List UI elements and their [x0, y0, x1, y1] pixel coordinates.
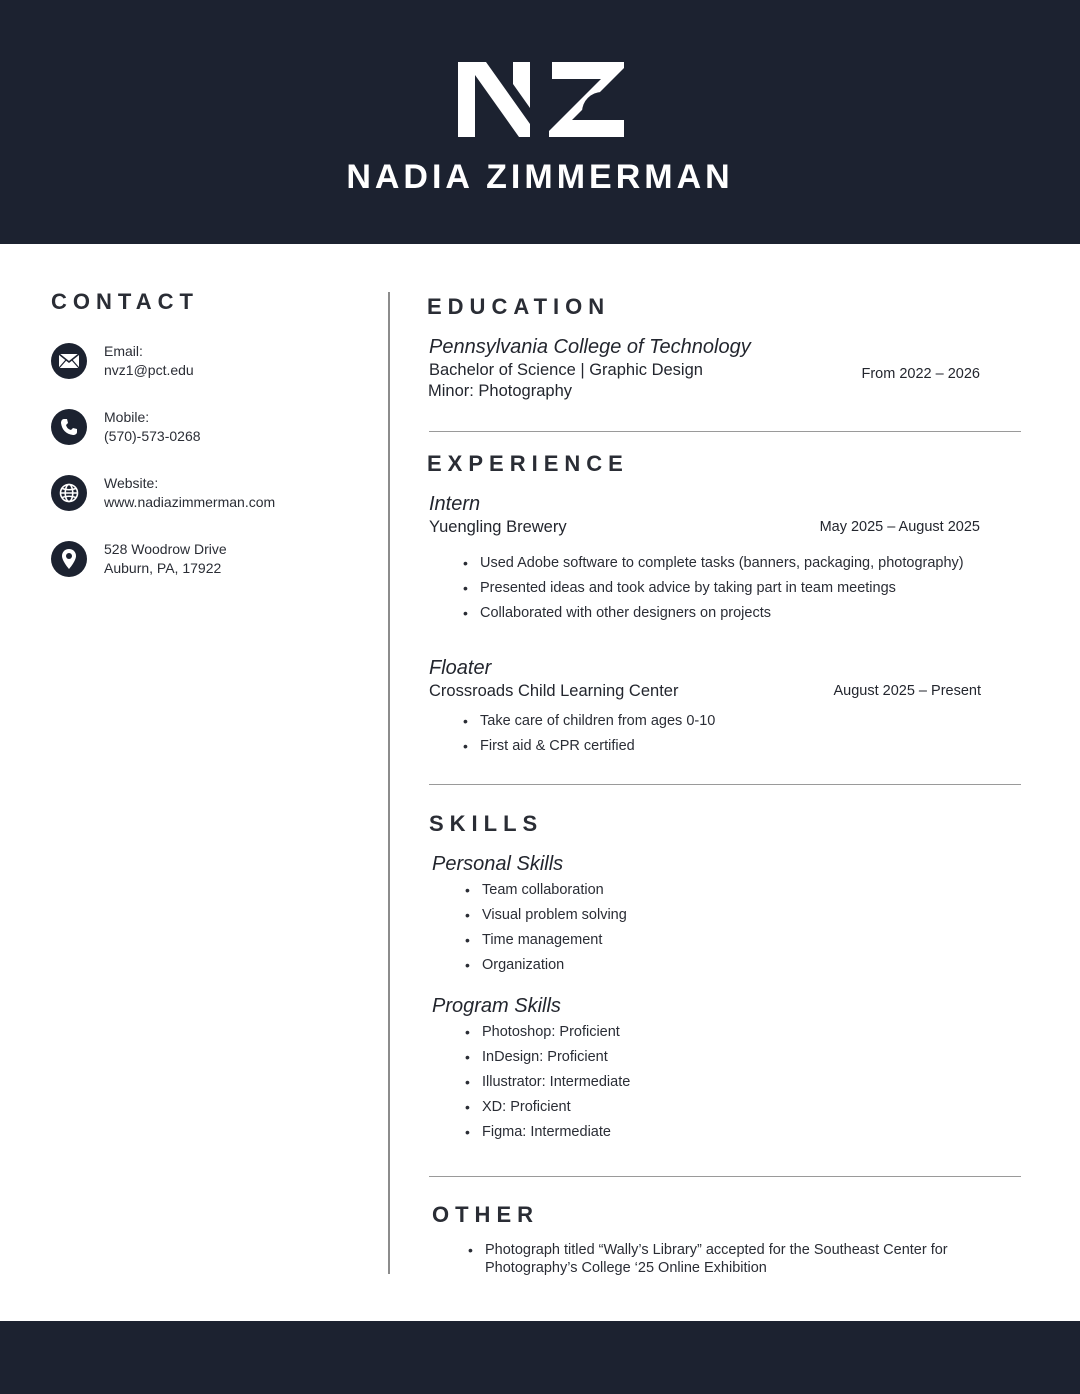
- job-duties-list: [480, 551, 964, 626]
- mobile-label: Mobile:: [104, 409, 150, 425]
- list-item: • Take care of children from ages 0-10: [480, 709, 715, 734]
- education-dates: From 2022 – 2026: [861, 366, 980, 382]
- section-rule: [429, 1176, 1021, 1177]
- column-divider: [388, 292, 390, 1274]
- other-heading: OTHER: [432, 1202, 539, 1227]
- list-item: • Photoshop: Proficient: [482, 1020, 630, 1045]
- list-item: • Used Adobe software to complete tasks (banners, packaging, photography): [480, 551, 964, 576]
- degree: Bachelor of Science | Graphic Design: [429, 361, 703, 379]
- list-item: • XD: Proficient: [482, 1095, 630, 1120]
- personal-skills-heading: Personal Skills: [432, 853, 564, 875]
- contact-mobile: [51, 409, 371, 449]
- other-list: [485, 1241, 985, 1277]
- address-line-2: Auburn, PA, 17922: [104, 560, 222, 576]
- education-heading: EDUCATION: [427, 294, 611, 319]
- list-item: • First aid & CPR certified: [480, 734, 715, 759]
- email-label: Email:: [104, 343, 143, 359]
- list-item: • Team collaboration: [482, 878, 627, 903]
- phone-icon: [51, 409, 87, 445]
- location-pin-icon: [51, 541, 87, 577]
- skills-heading: SKILLS: [429, 811, 544, 836]
- experience-heading: EXPERIENCE: [427, 451, 629, 476]
- header-banner: [0, 0, 1080, 244]
- list-item: • Organization: [482, 953, 627, 978]
- job-company: Crossroads Child Learning Center: [429, 682, 679, 700]
- contact-heading: CONTACT: [51, 289, 199, 314]
- program-skills-list: [482, 1020, 630, 1145]
- mobile-value[interactable]: (570)-573-0268: [104, 428, 201, 444]
- list-item: • Figma: Intermediate: [482, 1120, 630, 1145]
- program-skills-heading: Program Skills: [432, 995, 561, 1017]
- footer-band: [0, 1321, 1080, 1394]
- candidate-name: NADIA ZIMMERMAN: [346, 158, 734, 196]
- minor: Minor: Photography: [428, 382, 572, 400]
- envelope-icon: [51, 343, 87, 379]
- personal-skills-list: [482, 878, 627, 978]
- job-role: Floater: [429, 657, 492, 679]
- job-duties-list: [480, 709, 715, 759]
- email-value[interactable]: nvz1@pct.edu: [104, 362, 194, 378]
- list-item: • InDesign: Proficient: [482, 1045, 630, 1070]
- nz-monogram-logo: [456, 60, 626, 140]
- list-item: • Presented ideas and took advice by taking part in team meetings: [480, 576, 964, 601]
- list-item: • Visual problem solving: [482, 903, 627, 928]
- job-company: Yuengling Brewery: [429, 518, 567, 536]
- list-item: • Photograph titled “Wally’s Library” accepted for the Southeast Center for Photography’s College ‘25 Online Exhibition: [485, 1241, 985, 1277]
- globe-icon: [51, 475, 87, 511]
- section-rule: [429, 784, 1021, 785]
- list-item: • Collaborated with other designers on projects: [480, 601, 964, 626]
- job-dates: August 2025 – Present: [833, 683, 981, 699]
- list-item: • Time management: [482, 928, 627, 953]
- contact-address: [51, 541, 371, 581]
- job-dates: May 2025 – August 2025: [819, 519, 980, 535]
- school-name: Pennsylvania College of Technology: [429, 336, 751, 358]
- list-item: • Illustrator: Intermediate: [482, 1070, 630, 1095]
- job-role: Intern: [429, 493, 481, 515]
- contact-email: [51, 343, 371, 383]
- address-line-1: 528 Woodrow Drive: [104, 541, 227, 557]
- website-label: Website:: [104, 475, 159, 491]
- section-rule: [429, 431, 1021, 432]
- contact-website: [51, 475, 371, 515]
- website-value[interactable]: www.nadiazimmerman.com: [104, 494, 276, 510]
